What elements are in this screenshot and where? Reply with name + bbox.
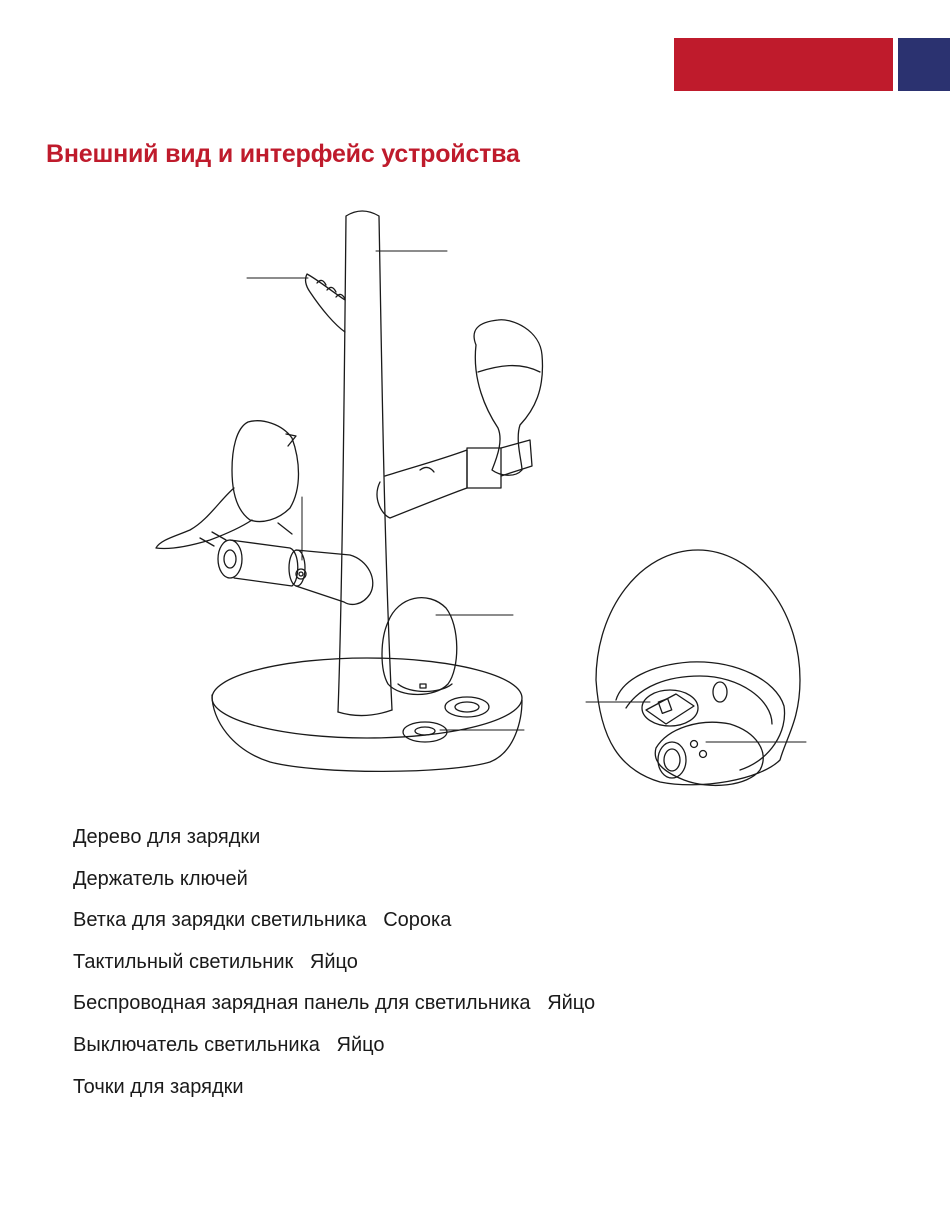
page-title: Внешний вид и интерфейс устройства <box>46 139 520 168</box>
charging-tree-trunk <box>338 211 392 716</box>
parts-list <box>73 824 595 1115</box>
list-item: Держатель ключей <box>73 867 248 890</box>
list-item: Выключатель светильника Яйцо <box>73 1033 385 1056</box>
list-item: Ветка для зарядки светильника Сорока <box>73 909 452 932</box>
egg-lamp-bottom-view <box>596 550 800 785</box>
power-button <box>403 722 447 742</box>
list-item: Тактильный светильник Яйцо <box>73 950 358 973</box>
list-item: Дерево для зарядки <box>73 826 261 848</box>
charging-base <box>212 658 522 771</box>
list-item: Точки для зарядки <box>73 1075 244 1098</box>
charging-contacts-area <box>655 722 763 785</box>
callout-lines <box>247 251 806 742</box>
key-holder <box>306 274 345 332</box>
base-bowl <box>212 695 522 771</box>
egg-lamp-on-base <box>382 598 457 695</box>
list-item: Беспроводная зарядная панель для светильника Яйцо <box>73 992 596 1015</box>
magpie-lamp <box>156 421 373 605</box>
branch-cylinder-left <box>230 540 298 586</box>
magpie-lamp-branch <box>377 320 542 518</box>
branch-cylinder-right <box>296 550 373 604</box>
bottom-switch <box>646 694 694 724</box>
wireless-pad-top <box>445 697 489 717</box>
